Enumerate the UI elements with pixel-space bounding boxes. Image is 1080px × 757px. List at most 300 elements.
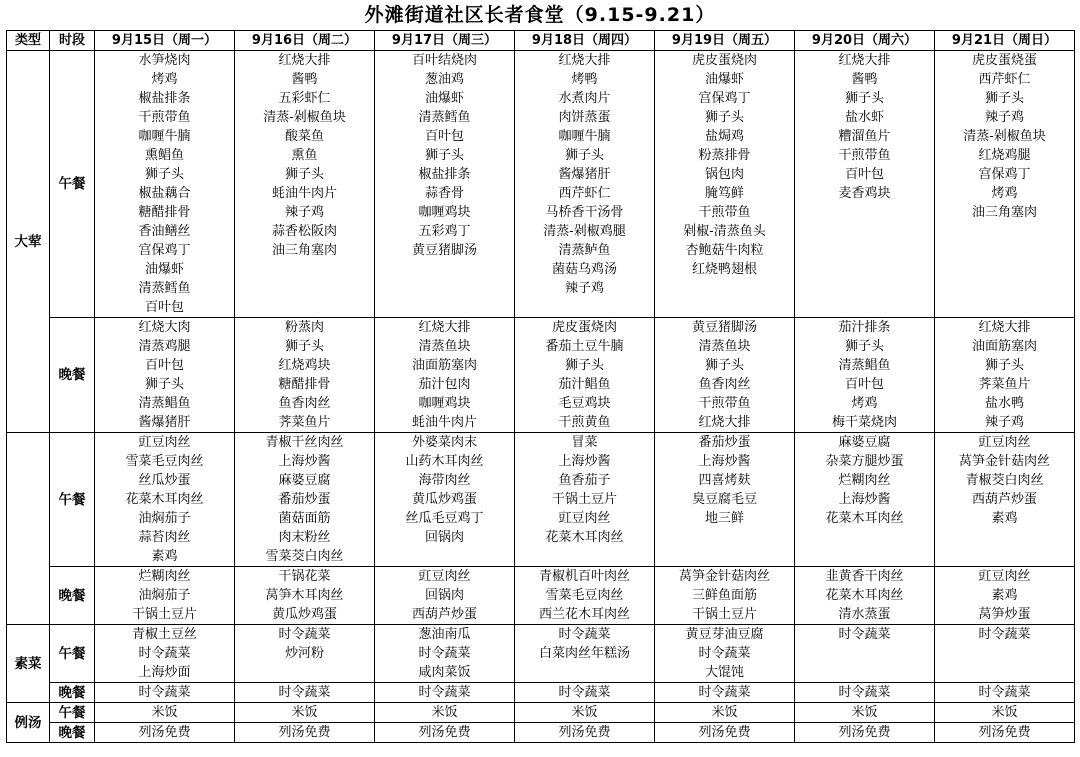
dish-cell: 海带肉丝: [375, 471, 515, 490]
dish-cell: 葱油南瓜: [375, 625, 515, 645]
dish-cell: 狮子头: [95, 165, 235, 184]
dish-cell: [795, 547, 935, 567]
dish-cell: 米饭: [935, 703, 1075, 723]
dish-cell: 油面筋塞肉: [935, 337, 1075, 356]
dish-cell: 盐水鸭: [935, 394, 1075, 413]
dish-cell: 狮子头: [935, 356, 1075, 375]
dish-cell: 粉蒸肉: [235, 318, 375, 338]
dish-cell: 杂菜方腿炒蛋: [795, 452, 935, 471]
menu-row: [7, 165, 1075, 184]
dish-cell: 丝瓜毛豆鸡丁: [375, 509, 515, 528]
dish-cell: 干煎带鱼: [795, 146, 935, 165]
dish-cell: 蚝油牛肉片: [235, 184, 375, 203]
dish-cell: [235, 279, 375, 298]
dish-cell: 椒盐藕合: [95, 184, 235, 203]
meal-period-label: 午餐: [50, 433, 95, 567]
menu-row: [7, 184, 1075, 203]
header-category: 类型: [7, 31, 50, 51]
menu-row: [7, 723, 1075, 743]
dish-cell: 花菜木耳肉丝: [795, 586, 935, 605]
dish-cell: [935, 279, 1075, 298]
dish-cell: 茄汁排条: [795, 318, 935, 338]
menu-row: [7, 337, 1075, 356]
menu-row: [7, 547, 1075, 567]
dish-cell: 清蒸鲈鱼: [515, 241, 655, 260]
dish-cell: [935, 528, 1075, 547]
dish-cell: [235, 260, 375, 279]
dish-cell: 干煎黄鱼: [515, 413, 655, 433]
menu-row: [7, 509, 1075, 528]
dish-cell: 剁椒-清蒸鱼头: [655, 222, 795, 241]
menu-row: [7, 625, 1075, 645]
dish-cell: 雪菜毛豆肉丝: [515, 586, 655, 605]
dish-cell: 黄瓜炒鸡蛋: [235, 605, 375, 625]
dish-cell: 回锅肉: [375, 586, 515, 605]
dish-cell: 清蒸-剁椒鱼块: [935, 127, 1075, 146]
dish-cell: 列汤免费: [795, 723, 935, 743]
dish-cell: 毛豆鸡块: [515, 394, 655, 413]
dish-cell: [935, 547, 1075, 567]
dish-cell: 豇豆肉丝: [935, 567, 1075, 587]
dish-cell: 咖喱牛腩: [515, 127, 655, 146]
dish-cell: 白菜肉丝年糕汤: [515, 644, 655, 663]
dish-cell: 宫保鸡丁: [655, 89, 795, 108]
header-day-sun: 9月21日（周日）: [935, 31, 1075, 51]
dish-cell: 炒河粉: [235, 644, 375, 663]
dish-cell: 蒜香松阪肉: [235, 222, 375, 241]
dish-cell: 青椒干丝肉丝: [235, 433, 375, 453]
dish-cell: 水煮肉片: [515, 89, 655, 108]
menu-row: [7, 146, 1075, 165]
dish-cell: 青椒茭白肉丝: [935, 471, 1075, 490]
dish-cell: 米饭: [795, 703, 935, 723]
dish-cell: 干锅土豆片: [95, 605, 235, 625]
dish-cell: 辣子鸡: [935, 413, 1075, 433]
dish-cell: 黄豆猪脚汤: [375, 241, 515, 260]
dish-cell: 时令蔬菜: [375, 644, 515, 663]
dish-cell: 山药木耳肉丝: [375, 452, 515, 471]
dish-cell: [935, 663, 1075, 683]
dish-cell: 酱鸭: [235, 70, 375, 89]
dish-cell: 清蒸-剁椒鱼块: [235, 108, 375, 127]
dish-cell: 葱油鸡: [375, 70, 515, 89]
dish-cell: [795, 222, 935, 241]
dish-cell: 外婆菜肉末: [375, 433, 515, 453]
header-day-mon: 9月15日（周一）: [95, 31, 235, 51]
dish-cell: 咖喱鸡块: [375, 394, 515, 413]
dish-cell: [795, 279, 935, 298]
dish-cell: 时令蔬菜: [95, 644, 235, 663]
dish-cell: 米饭: [655, 703, 795, 723]
dish-cell: 红烧鸡块: [235, 356, 375, 375]
dish-cell: [935, 644, 1075, 663]
weekly-menu-table: [6, 30, 1075, 743]
dish-cell: 干煎带鱼: [95, 108, 235, 127]
dish-cell: [935, 222, 1075, 241]
dish-cell: 豇豆肉丝: [515, 509, 655, 528]
dish-cell: 油爆虾: [655, 70, 795, 89]
dish-cell: 时令蔬菜: [515, 683, 655, 703]
menu-row: [7, 222, 1075, 241]
dish-cell: [375, 279, 515, 298]
menu-row: [7, 318, 1075, 338]
dish-cell: 荠菜鱼片: [235, 413, 375, 433]
dish-cell: 酱爆猪肝: [95, 413, 235, 433]
menu-row: [7, 586, 1075, 605]
dish-cell: 烤鸡: [795, 394, 935, 413]
dish-cell: 百叶包: [95, 356, 235, 375]
dish-cell: 西芹虾仁: [515, 184, 655, 203]
dish-cell: 丝瓜炒蛋: [95, 471, 235, 490]
dish-cell: 时令蔬菜: [935, 625, 1075, 645]
dish-cell: 蒜苔肉丝: [95, 528, 235, 547]
header-row: [7, 31, 1075, 51]
page-title: 外滩街道社区长者食堂（9.15-9.21）: [364, 4, 716, 26]
dish-cell: 花菜木耳肉丝: [515, 528, 655, 547]
dish-cell: 鱼香茄子: [515, 471, 655, 490]
dish-cell: [935, 298, 1075, 318]
dish-cell: 时令蔬菜: [795, 625, 935, 645]
dish-cell: 咸肉菜饭: [375, 663, 515, 683]
menu-row: [7, 89, 1075, 108]
menu-row: [7, 683, 1075, 703]
dish-cell: 上海炒酱: [655, 452, 795, 471]
category-label: 素菜: [7, 625, 50, 703]
dish-cell: 上海炒面: [95, 663, 235, 683]
dish-cell: 辣子鸡: [235, 203, 375, 222]
menu-row: [7, 70, 1075, 89]
dish-cell: 三鲜鱼面筋: [655, 586, 795, 605]
menu-row: [7, 471, 1075, 490]
dish-cell: [235, 663, 375, 683]
dish-cell: 酸菜鱼: [235, 127, 375, 146]
dish-cell: 蚝油牛肉片: [375, 413, 515, 433]
dish-cell: 西兰花木耳肉丝: [515, 605, 655, 625]
dish-cell: 回锅肉: [375, 528, 515, 547]
dish-cell: 时令蔬菜: [375, 683, 515, 703]
dish-cell: 狮子头: [795, 337, 935, 356]
dish-cell: 椒盐排条: [375, 165, 515, 184]
dish-cell: 地三鲜: [655, 509, 795, 528]
header-day-wed: 9月17日（周三）: [375, 31, 515, 51]
dish-cell: 锅包肉: [655, 165, 795, 184]
dish-cell: 臭豆腐毛豆: [655, 490, 795, 509]
menu-row: [7, 413, 1075, 433]
dish-cell: 西芹虾仁: [935, 70, 1075, 89]
dish-cell: 列汤免费: [655, 723, 795, 743]
menu-row: [7, 528, 1075, 547]
dish-cell: 马桥香干汤骨: [515, 203, 655, 222]
dish-cell: 狮子头: [375, 146, 515, 165]
category-label: 例汤: [7, 703, 50, 743]
dish-cell: 雪菜茭白肉丝: [235, 547, 375, 567]
dish-cell: 列汤免费: [375, 723, 515, 743]
dish-cell: 米饭: [375, 703, 515, 723]
dish-cell: [515, 663, 655, 683]
dish-cell: 黄豆芽油豆腐: [655, 625, 795, 645]
header-day-sat: 9月20日（周六）: [795, 31, 935, 51]
dish-cell: 干锅土豆片: [655, 605, 795, 625]
dish-cell: 韭黄香干肉丝: [795, 567, 935, 587]
dish-cell: 咖喱鸡块: [375, 203, 515, 222]
dish-cell: 时令蔬菜: [935, 683, 1075, 703]
dish-cell: 列汤免费: [95, 723, 235, 743]
meal-period-label: 晚餐: [50, 723, 95, 743]
meal-period-label: 晚餐: [50, 318, 95, 433]
meal-period-label: 午餐: [50, 625, 95, 683]
dish-cell: 列汤免费: [235, 723, 375, 743]
dish-cell: 清蒸鲳鱼: [95, 394, 235, 413]
menu-row: [7, 703, 1075, 723]
menu-row: [7, 567, 1075, 587]
dish-cell: 米饭: [515, 703, 655, 723]
dish-cell: 咖喱牛腩: [95, 127, 235, 146]
header-day-tue: 9月16日（周二）: [235, 31, 375, 51]
dish-cell: 素鸡: [935, 509, 1075, 528]
dish-cell: [655, 528, 795, 547]
dish-cell: 时令蔬菜: [235, 625, 375, 645]
dish-cell: 杏鲍菇牛肉粒: [655, 241, 795, 260]
dish-cell: [795, 663, 935, 683]
header-period: 时段: [50, 31, 95, 51]
dish-cell: 清蒸鸡腿: [95, 337, 235, 356]
dish-cell: 莴笋木耳肉丝: [235, 586, 375, 605]
dish-cell: 莴笋金针菇肉丝: [655, 567, 795, 587]
dish-cell: [375, 298, 515, 318]
category-label: 大荤: [7, 51, 50, 433]
dish-cell: 狮子头: [95, 375, 235, 394]
dish-cell: 狮子头: [235, 165, 375, 184]
dish-cell: 红烧大排: [375, 318, 515, 338]
menu-row: [7, 108, 1075, 127]
dish-cell: 辣子鸡: [515, 279, 655, 298]
dish-cell: [795, 260, 935, 279]
dish-cell: 麻婆豆腐: [235, 471, 375, 490]
dish-cell: 番茄炒蛋: [655, 433, 795, 453]
menu-body: [7, 51, 1075, 743]
dish-cell: 糟溜鱼片: [795, 127, 935, 146]
dish-cell: 油三角塞肉: [935, 203, 1075, 222]
dish-cell: 油三角塞肉: [235, 241, 375, 260]
dish-cell: 花菜木耳肉丝: [795, 509, 935, 528]
dish-cell: 雪菜毛豆肉丝: [95, 452, 235, 471]
dish-cell: 熏鱼: [235, 146, 375, 165]
dish-cell: 豇豆肉丝: [95, 433, 235, 453]
dish-cell: 干煎带鱼: [655, 203, 795, 222]
dish-cell: 菌菇乌鸡汤: [515, 260, 655, 279]
dish-cell: 时令蔬菜: [795, 683, 935, 703]
dish-cell: 百叶包: [795, 165, 935, 184]
dish-cell: 红烧大排: [935, 318, 1075, 338]
dish-cell: 麻婆豆腐: [795, 433, 935, 453]
dish-cell: 时令蔬菜: [95, 683, 235, 703]
dish-cell: 红烧大肉: [95, 318, 235, 338]
dish-cell: 百叶包: [95, 298, 235, 318]
dish-cell: 素鸡: [95, 547, 235, 567]
dish-cell: [655, 279, 795, 298]
category-label: [7, 433, 50, 625]
menu-row: [7, 452, 1075, 471]
dish-cell: 清蒸鳕鱼: [375, 108, 515, 127]
dish-cell: 百叶包: [375, 127, 515, 146]
dish-cell: 粉蒸排骨: [655, 146, 795, 165]
dish-cell: 蒜香骨: [375, 184, 515, 203]
dish-cell: [795, 203, 935, 222]
dish-cell: 盐焗鸡: [655, 127, 795, 146]
dish-cell: 黄瓜炒鸡蛋: [375, 490, 515, 509]
menu-row: [7, 644, 1075, 663]
dish-cell: 红烧大排: [655, 413, 795, 433]
dish-cell: 红烧大排: [235, 51, 375, 71]
menu-row: [7, 298, 1075, 318]
dish-cell: 梅干菜烧肉: [795, 413, 935, 433]
dish-cell: 黄豆猪脚汤: [655, 318, 795, 338]
dish-cell: 清蒸鱼块: [375, 337, 515, 356]
dish-cell: 五彩鸡丁: [375, 222, 515, 241]
dish-cell: 清水蒸蛋: [795, 605, 935, 625]
dish-cell: 西葫芦炒蛋: [375, 605, 515, 625]
dish-cell: 宫保鸡丁: [935, 165, 1075, 184]
dish-cell: 宫保鸡丁: [95, 241, 235, 260]
menu-row: [7, 663, 1075, 683]
dish-cell: 虎皮蛋烧肉: [655, 51, 795, 71]
dish-cell: 百叶结烧肉: [375, 51, 515, 71]
dish-cell: 荠菜鱼片: [935, 375, 1075, 394]
dish-cell: 油面筋塞肉: [375, 356, 515, 375]
menu-row: [7, 279, 1075, 298]
dish-cell: 米饭: [95, 703, 235, 723]
dish-cell: 上海炒酱: [795, 490, 935, 509]
dish-cell: 清蒸鱼块: [655, 337, 795, 356]
dish-cell: 大馄饨: [655, 663, 795, 683]
dish-cell: 菌菇面筋: [235, 509, 375, 528]
dish-cell: 五彩虾仁: [235, 89, 375, 108]
dish-cell: 狮子头: [655, 108, 795, 127]
dish-cell: 狮子头: [515, 146, 655, 165]
dish-cell: 时令蔬菜: [515, 625, 655, 645]
dish-cell: [515, 298, 655, 318]
dish-cell: 鱼香肉丝: [655, 375, 795, 394]
dish-cell: [655, 298, 795, 318]
dish-cell: [515, 547, 655, 567]
dish-cell: 四喜烤麸: [655, 471, 795, 490]
dish-cell: 糖醋排骨: [95, 203, 235, 222]
dish-cell: 虎皮蛋烧蛋: [935, 51, 1075, 71]
dish-cell: 列汤免费: [515, 723, 655, 743]
dish-cell: 鱼香肉丝: [235, 394, 375, 413]
meal-period-label: 午餐: [50, 703, 95, 723]
dish-cell: 烤鸡: [935, 184, 1075, 203]
menu-row: [7, 605, 1075, 625]
dish-cell: 椒盐排条: [95, 89, 235, 108]
dish-cell: 清蒸鲳鱼: [795, 356, 935, 375]
dish-cell: 糖醋排骨: [235, 375, 375, 394]
dish-cell: 茄汁包肉: [375, 375, 515, 394]
dish-cell: [935, 241, 1075, 260]
dish-cell: 香油鳝丝: [95, 222, 235, 241]
dish-cell: 狮子头: [935, 89, 1075, 108]
dish-cell: 烂糊肉丝: [795, 471, 935, 490]
dish-cell: 酱爆猪肝: [515, 165, 655, 184]
dish-cell: 花菜木耳肉丝: [95, 490, 235, 509]
dish-cell: 豇豆肉丝: [935, 433, 1075, 453]
dish-cell: 油爆虾: [375, 89, 515, 108]
dish-cell: 烤鸭: [515, 70, 655, 89]
dish-cell: 红烧鸡腿: [935, 146, 1075, 165]
dish-cell: 腌笃鲜: [655, 184, 795, 203]
dish-cell: 莴笋炒蛋: [935, 605, 1075, 625]
menu-row: [7, 356, 1075, 375]
dish-cell: 油焖茄子: [95, 509, 235, 528]
menu-row: [7, 394, 1075, 413]
dish-cell: 肉末粉丝: [235, 528, 375, 547]
dish-cell: [795, 644, 935, 663]
dish-cell: 烤鸡: [95, 70, 235, 89]
menu-row: [7, 433, 1075, 453]
dish-cell: [375, 260, 515, 279]
dish-cell: 水笋烧肉: [95, 51, 235, 71]
dish-cell: 番茄土豆牛腩: [515, 337, 655, 356]
dish-cell: 上海炒酱: [235, 452, 375, 471]
menu-row: [7, 260, 1075, 279]
dish-cell: 西葫芦炒蛋: [935, 490, 1075, 509]
dish-cell: 米饭: [235, 703, 375, 723]
dish-cell: 茄汁鲳鱼: [515, 375, 655, 394]
dish-cell: 冒菜: [515, 433, 655, 453]
dish-cell: 青椒机百叶肉丝: [515, 567, 655, 587]
dish-cell: 红烧大排: [515, 51, 655, 71]
dish-cell: 番茄炒蛋: [235, 490, 375, 509]
meal-period-label: 晚餐: [50, 683, 95, 703]
dish-cell: 狮子头: [795, 89, 935, 108]
dish-cell: 红烧大排: [795, 51, 935, 71]
dish-cell: [655, 547, 795, 567]
dish-cell: 列汤免费: [935, 723, 1075, 743]
dish-cell: 百叶包: [795, 375, 935, 394]
dish-cell: 干煎带鱼: [655, 394, 795, 413]
dish-cell: 干锅土豆片: [515, 490, 655, 509]
meal-period-label: 晚餐: [50, 567, 95, 625]
dish-cell: 红烧鸭翅根: [655, 260, 795, 279]
dish-cell: 油爆虾: [95, 260, 235, 279]
dish-cell: 肉饼蒸蛋: [515, 108, 655, 127]
dish-cell: 时令蔬菜: [235, 683, 375, 703]
dish-cell: 时令蔬菜: [655, 683, 795, 703]
dish-cell: 狮子头: [515, 356, 655, 375]
dish-cell: 素鸡: [935, 586, 1075, 605]
dish-cell: 酱鸭: [795, 70, 935, 89]
meal-period-label: 午餐: [50, 51, 95, 318]
dish-cell: [795, 528, 935, 547]
dish-cell: 豇豆肉丝: [375, 567, 515, 587]
menu-row: [7, 490, 1075, 509]
menu-row: [7, 241, 1075, 260]
dish-cell: 莴笋金针菇肉丝: [935, 452, 1075, 471]
dish-cell: 狮子头: [655, 356, 795, 375]
dish-cell: 熏鲳鱼: [95, 146, 235, 165]
dish-cell: 盐水虾: [795, 108, 935, 127]
dish-cell: [235, 298, 375, 318]
dish-cell: [935, 260, 1075, 279]
dish-cell: 麦香鸡块: [795, 184, 935, 203]
dish-cell: 清蒸-剁椒鸡腿: [515, 222, 655, 241]
dish-cell: 狮子头: [235, 337, 375, 356]
dish-cell: 油焖茄子: [95, 586, 235, 605]
menu-row: [7, 127, 1075, 146]
header-day-fri: 9月19日（周五）: [655, 31, 795, 51]
dish-cell: 清蒸鳕鱼: [95, 279, 235, 298]
dish-cell: 干锅花菜: [235, 567, 375, 587]
